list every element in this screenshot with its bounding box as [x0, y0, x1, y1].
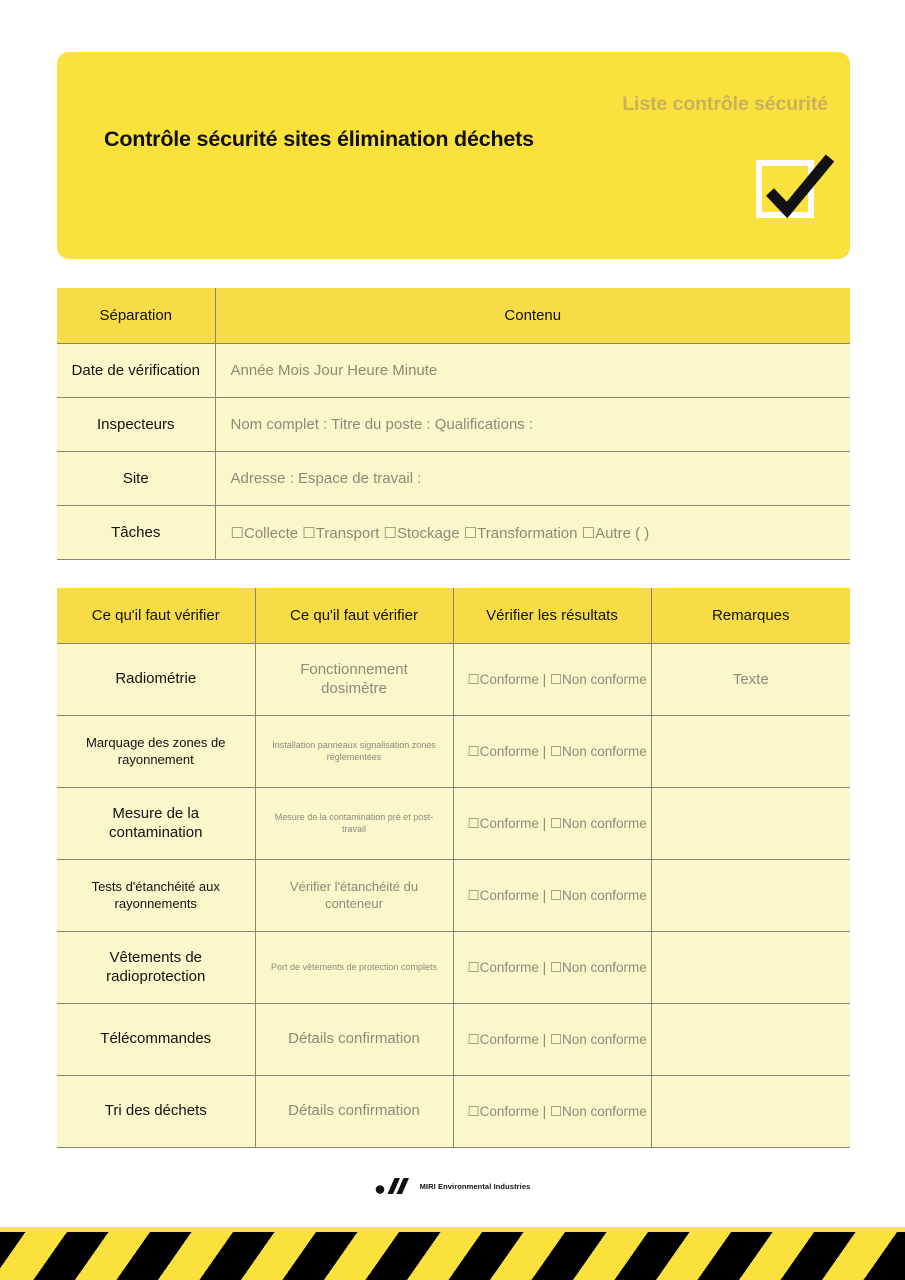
check-mark-icon — [756, 150, 828, 228]
hazard-stripe-top-edge — [0, 1227, 905, 1232]
checklist-result-options[interactable]: ☐Conforme | ☐Non conforme — [453, 860, 651, 932]
header-card-body — [57, 52, 850, 259]
info-row-value[interactable]: ☐Collecte ☐Transport ☐Stockage ☐Transformation ☐Autre ( ) — [215, 506, 850, 560]
table-row — [57, 860, 850, 932]
checklist-item: Tri des déchets — [57, 1076, 255, 1148]
checklist-result-options[interactable]: ☐Conforme | ☐Non conforme — [453, 1004, 651, 1076]
info-row-label: Tâches — [57, 506, 215, 560]
checklist-remark[interactable]: Texte — [651, 644, 850, 716]
checklist-detail: Détails confirmation — [255, 1004, 453, 1076]
checklist-detail: Installation panneaux signalisation zones réglementées — [255, 716, 453, 788]
info-row-label: Site — [57, 452, 215, 506]
checklist-result-options[interactable]: ☐Conforme | ☐Non conforme — [453, 788, 651, 860]
checklist-remark[interactable] — [651, 932, 850, 1004]
info-table — [57, 288, 850, 560]
checklist-result-options[interactable]: ☐Conforme | ☐Non conforme — [453, 716, 651, 788]
table-row — [57, 398, 850, 452]
company-name: MIRI Environmental Industries — [419, 1181, 531, 1191]
checklist-remark[interactable] — [651, 716, 850, 788]
checklist-result-options[interactable]: ☐Conforme | ☐Non conforme — [453, 932, 651, 1004]
checklist-table — [57, 588, 850, 1148]
info-row-value[interactable]: Adresse : Espace de travail : — [215, 452, 850, 506]
checklist-result-options[interactable]: ☐Conforme | ☐Non conforme — [453, 644, 651, 716]
checklist-col-header-item: Ce qu'il faut vérifier — [57, 588, 255, 644]
checklist-item: Radiométrie — [57, 644, 255, 716]
table-row — [57, 716, 850, 788]
checklist-result-options[interactable]: ☐Conforme | ☐Non conforme — [453, 1076, 651, 1148]
checklist-item: Tests d'étanchéité aux rayonnements — [57, 860, 255, 932]
table-row — [57, 788, 850, 860]
table-row — [57, 344, 850, 398]
table-row — [57, 644, 850, 716]
checklist-col-header-result: Vérifier les résultats — [453, 588, 651, 644]
table-row — [57, 452, 850, 506]
info-row-label: Inspecteurs — [57, 398, 215, 452]
checklist-remark[interactable] — [651, 788, 850, 860]
checklist-item: Mesure de la contamination — [57, 788, 255, 860]
info-table-header-row — [57, 288, 850, 344]
table-row — [57, 1004, 850, 1076]
checklist-col-header-detail: Ce qu'il faut vérifier — [255, 588, 453, 644]
checklist-detail: Port de vêtements de protection complets — [255, 932, 453, 1004]
hazard-stripe-band — [0, 1227, 905, 1280]
footer-branding — [0, 1178, 905, 1194]
checklist-detail: Fonctionnement dosimètre — [255, 644, 453, 716]
checklist-header-row — [57, 588, 850, 644]
checklist-item: Vêtements de radioprotection — [57, 932, 255, 1004]
info-col-header-content: Contenu — [215, 288, 850, 344]
page-title: Contrôle sécurité sites élimination déchets — [104, 127, 534, 151]
checklist-remark[interactable] — [651, 1004, 850, 1076]
checklist-detail: Mesure de la contamination pré et post-travail — [255, 788, 453, 860]
info-row-value[interactable]: Année Mois Jour Heure Minute — [215, 344, 850, 398]
checklist-item: Marquage des zones de rayonnement — [57, 716, 255, 788]
miri-logo-icon — [375, 1178, 411, 1194]
table-row — [57, 932, 850, 1004]
check-glyph-icon — [756, 150, 834, 228]
checklist-detail: Détails confirmation — [255, 1076, 453, 1148]
checklist-item: Télécommandes — [57, 1004, 255, 1076]
info-col-header-separation: Séparation — [57, 288, 215, 344]
info-row-label: Date de vérification — [57, 344, 215, 398]
table-row — [57, 1076, 850, 1148]
info-row-value[interactable]: Nom complet : Titre du poste : Qualifications : — [215, 398, 850, 452]
checklist-remark[interactable] — [651, 1076, 850, 1148]
header-card — [57, 52, 850, 259]
checklist-detail: Vérifier l'étanchéité du conteneur — [255, 860, 453, 932]
checklist-remark[interactable] — [651, 860, 850, 932]
table-row — [57, 506, 850, 560]
header-eyebrow: Liste contrôle sécurité — [622, 93, 828, 115]
checklist-col-header-remarks: Remarques — [651, 588, 850, 644]
